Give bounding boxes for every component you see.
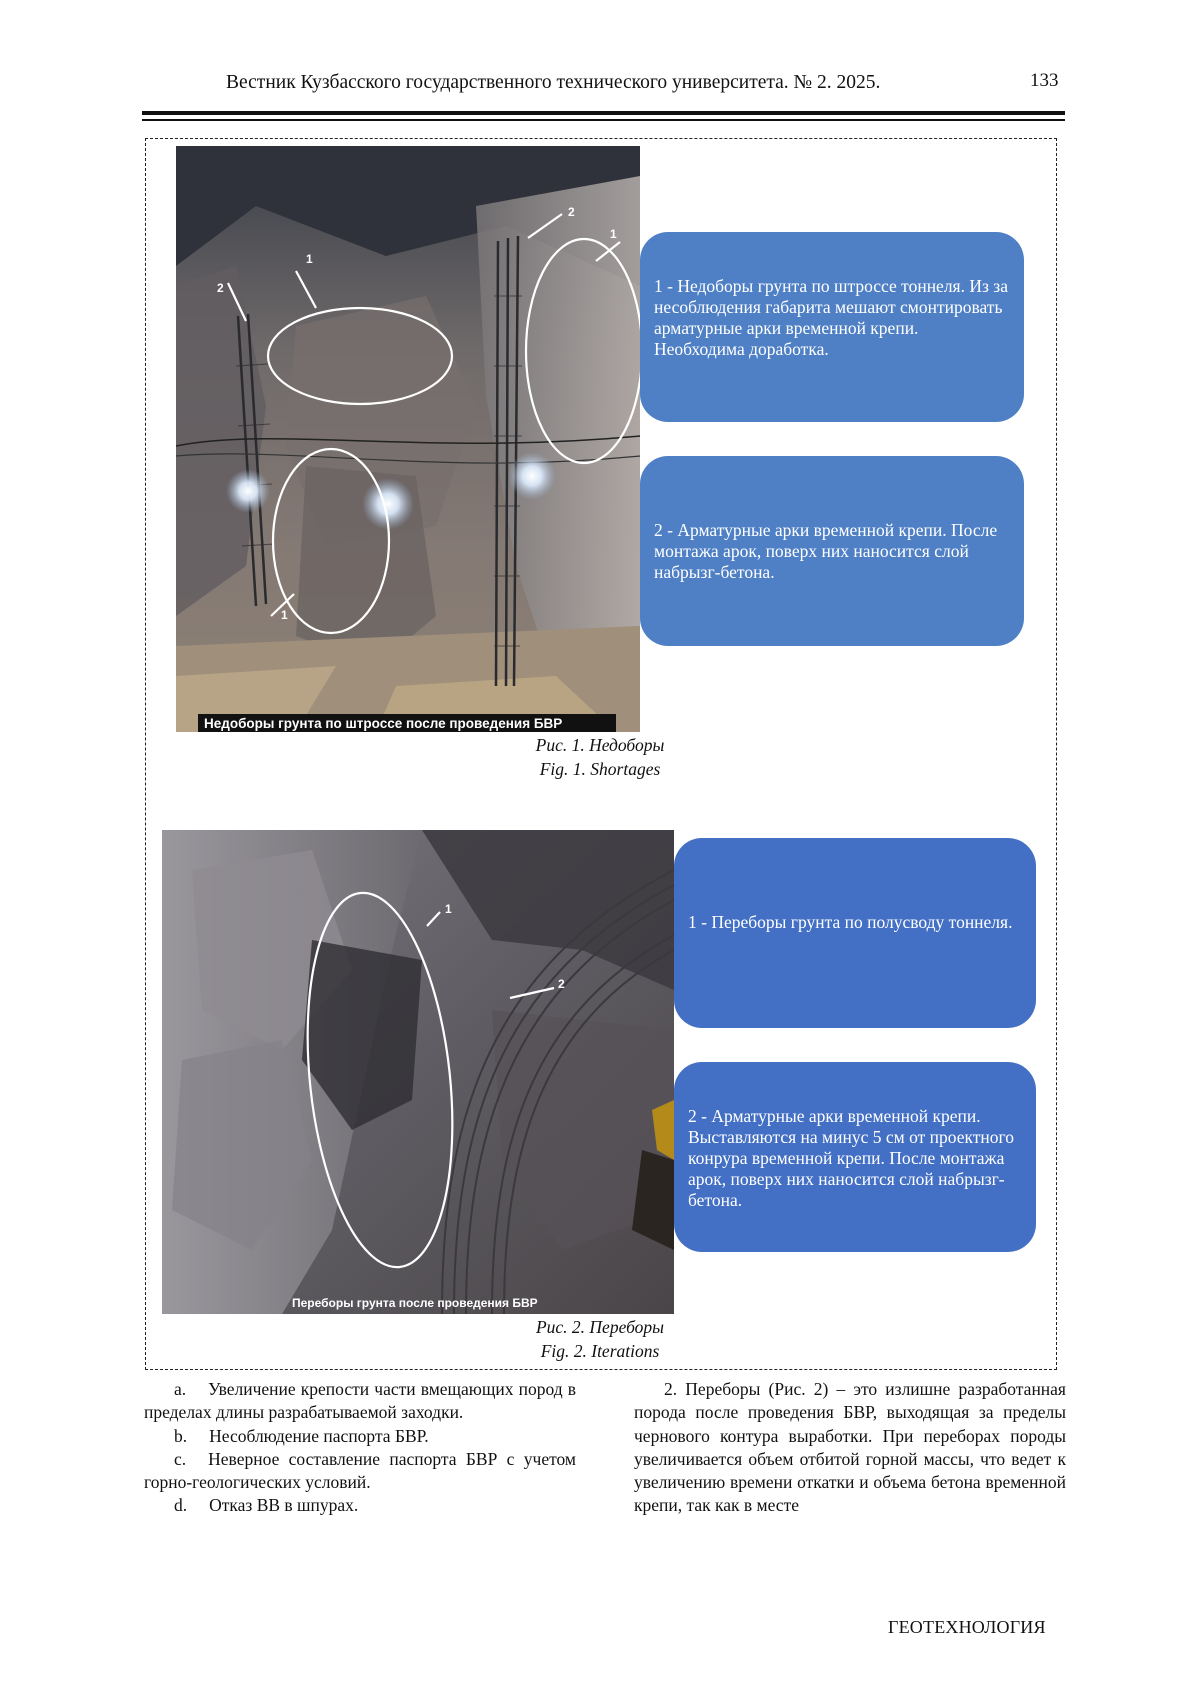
figure1-caption-en: Fig. 1. Shortages bbox=[539, 758, 661, 779]
figure2-caption bbox=[500, 1316, 700, 1363]
figure2-caption-en: Fig. 2. Iterations bbox=[540, 1340, 660, 1361]
figure2-marker-1: 1 bbox=[445, 902, 452, 916]
list-item-b: b. Несоблюдение паспорта БВР. bbox=[174, 1425, 429, 1446]
body-left-column bbox=[144, 1378, 576, 1518]
header-rule-thick bbox=[142, 111, 1065, 115]
figure1-caption-ru: Рис. 1. Недоборы bbox=[535, 735, 665, 755]
figure2-callout-2-text: 2 - Арматурные арки временной крепи. Выставляются на минус 5 см от проектного конрура временной крепи. После монтажа арок, поверх них наносится слой набрызг-бетона. bbox=[688, 1106, 1014, 1210]
figure1-callout-2 bbox=[640, 456, 1024, 646]
figure2-callout-2 bbox=[674, 1062, 1036, 1252]
figure1-marker-1b: 1 bbox=[281, 608, 288, 622]
figure1-callout-1 bbox=[640, 232, 1024, 422]
journal-title: Вестник Кузбасского государственного технического университета. № 2. 2025. bbox=[226, 72, 881, 93]
figure2-callout-1 bbox=[674, 838, 1036, 1028]
body-right-column bbox=[634, 1378, 1066, 1518]
figure2-caption-ru: Рис. 2. Переборы bbox=[535, 1317, 665, 1337]
figure1-caption bbox=[500, 734, 700, 781]
figure2-callout-1-text: 1 - Переборы грунта по полусводу тоннеля. bbox=[688, 912, 1013, 932]
list-item-d: d. Отказ ВВ в шпурах. bbox=[174, 1495, 359, 1516]
figure1-marker-1a: 1 bbox=[306, 252, 313, 266]
figure2-marker-2: 2 bbox=[558, 977, 565, 991]
header-rule-thin bbox=[142, 119, 1065, 121]
paragraph-overbreaks: 2. Переборы (Рис. 2) – это излишне разработанная порода после проведения БВР, выходящая за пределы чернового контура выработки. При переборах породы увеличивается объем отбитой горной массы, что ведет к увеличению времени откатки и объема бетона временной крепи, так как в месте bbox=[634, 1379, 1066, 1516]
list-item-c: c. Неверное составление паспорта БВР с учетом горно-геологических условий. bbox=[144, 1448, 576, 1493]
figure1-photo bbox=[176, 146, 640, 732]
figure2-photo bbox=[162, 830, 674, 1314]
figure1-callout-1-text: 1 - Недоборы грунта по штроссе тоннеля. Из за несоблюдения габарита мешают смонтировать арматурные арки временной крепи. Необходима доработка. bbox=[654, 276, 1008, 359]
section-footer: ГЕОТЕХНОЛОГИЯ bbox=[888, 1617, 1046, 1637]
figure1-marker-1c: 1 bbox=[610, 227, 617, 241]
figure1-banner: Недоборы грунта по штроссе после проведения БВР bbox=[204, 716, 563, 731]
figure1-callout-2-text: 2 - Арматурные арки временной крепи. После монтажа арок, поверх них наносится слой набрызг-бетона. bbox=[654, 520, 998, 582]
figure1-marker-2b: 2 bbox=[568, 205, 575, 219]
figure2-banner: Переборы грунта после проведения БВР bbox=[292, 1296, 538, 1310]
page-number: 133 bbox=[1030, 70, 1059, 91]
figure1-marker-2a: 2 bbox=[217, 281, 224, 295]
list-item-a: a. Увеличение крепости части вмещающих пород в пределах длины разрабатываемой заходки. bbox=[144, 1379, 576, 1423]
